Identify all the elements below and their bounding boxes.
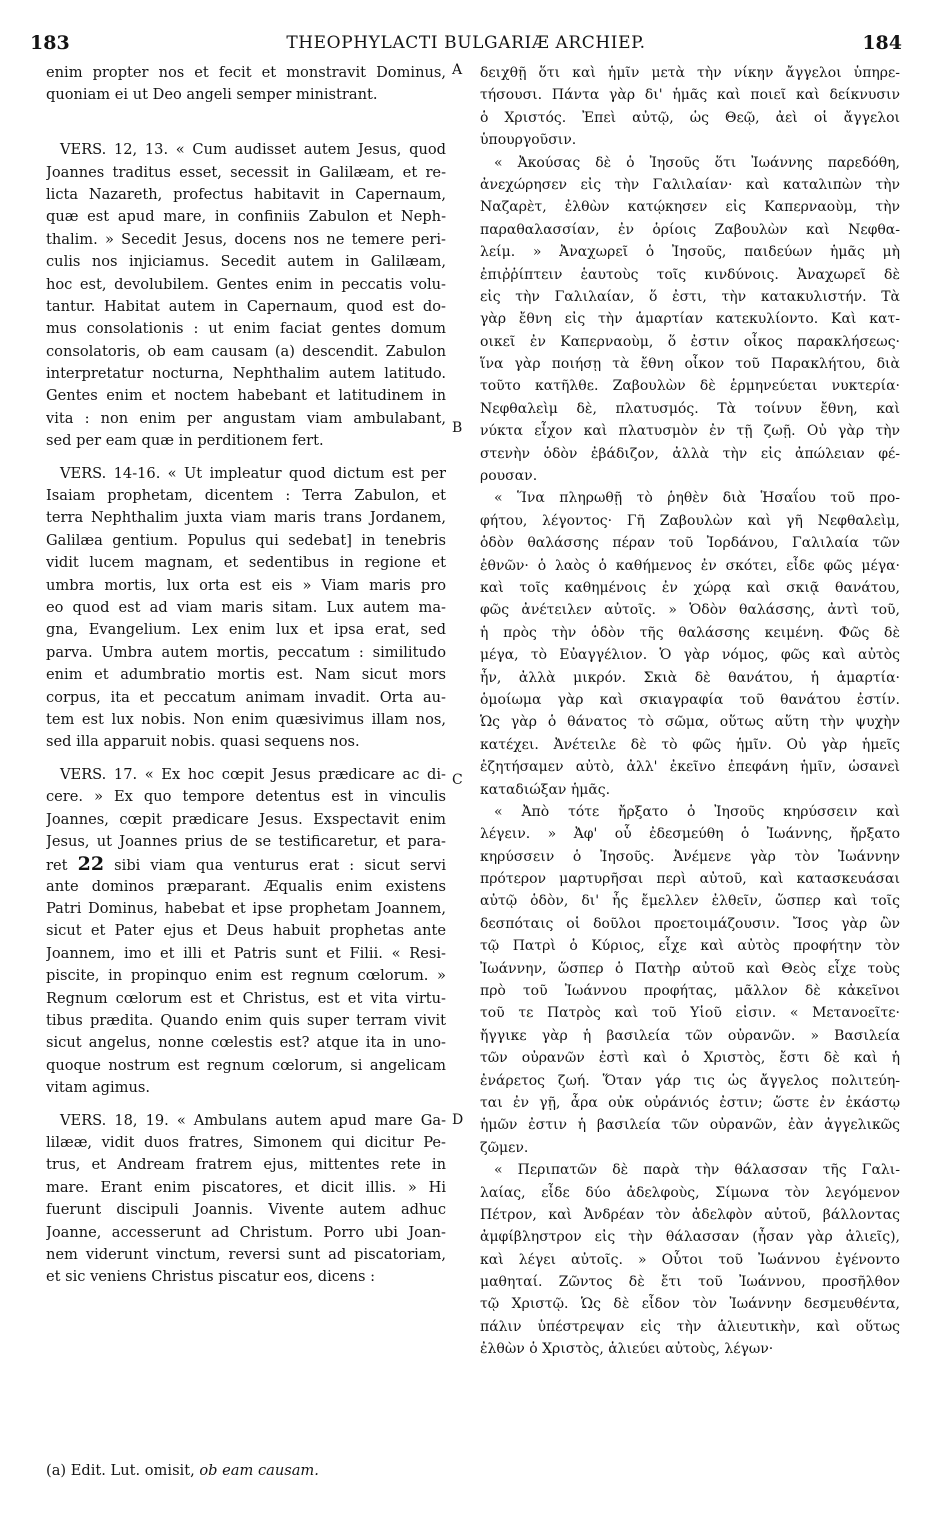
- text-line: « Ἀπὸ τότε ἤρξατο ὁ Ἰησοῦς κηρύσσειν καὶ: [494, 803, 900, 820]
- text-line: interpretatur nocturna, Nephthalim autem latitudo.: [46, 365, 446, 383]
- text-line: ante dominos præparant. Æqualis enim existens: [46, 877, 446, 895]
- text-line: et sic veniens Christus piscatur eos, dicens :: [46, 1268, 376, 1286]
- greek-paragraph-4: [480, 801, 900, 1159]
- text-line: VERS. 14-16. « Ut impleatur quod dictum est per: [60, 464, 446, 482]
- text-line: sed illa apparuit nobis. quasi sequens nos.: [46, 733, 360, 751]
- page-number-left: 183: [30, 32, 70, 54]
- text-line: eo quod est ad viam maris sitam. Lux autem ma-: [46, 598, 446, 616]
- text-line: ἤγγικε γὰρ ἡ βασιλεία τῶν οὐρανῶν. » Βασιλεία: [480, 1027, 900, 1044]
- greek-paragraph-5: [480, 1159, 900, 1361]
- text-line: Jesus, ut Joannes prius de se testificaretur, et para-: [46, 832, 446, 850]
- text-line: ἀμφίβληστρον εἰς τὴν θάλασσαν (ἦσαν γὰρ ἁλιεῖς),: [480, 1229, 900, 1246]
- text-line: ἐθνῶν· ὁ λαὸς ὁ καθήμενος ἐν σκότει, εἶδε φῶς μέγα·: [480, 557, 900, 574]
- greek-column: [480, 62, 900, 1361]
- greek-paragraph-3: [480, 487, 900, 800]
- text-line: ἵνα γὰρ ποιήσῃ τὰ ἔθνη οἶκον τοῦ Παρακλήτου, διὰ: [480, 356, 900, 373]
- text-line: καὶ τοῖς καθημένοις ἐν χώρᾳ καὶ σκιᾷ θανάτου,: [480, 579, 900, 596]
- text-line: mare. Erant enim piscatores, et dicit illis. » Hi: [46, 1178, 446, 1196]
- text-line: παραθαλασσίαν, ἐν ὁρίοις Ζαβουλὼν καὶ Νεφθα-: [480, 221, 900, 238]
- text-line: tibus prædita. Quando enim quis super terram vivit: [46, 1012, 446, 1030]
- text-line: Gentes enim et noctem habebant et latitudinem in: [46, 387, 446, 405]
- text-line: κηρύσσειν ὁ Ἰησοῦς. Ἀνέμενε γὰρ τὸν Ἰωάννην: [480, 848, 900, 865]
- text-line: VERS. 12, 13. « Cum audisset autem Jesus, quod: [60, 141, 446, 159]
- section-marker-d: D: [452, 1112, 464, 1128]
- section-marker-a: A: [452, 62, 463, 78]
- page-number-right: 184: [862, 32, 902, 54]
- latin-paragraph-vers-17: [46, 764, 446, 1100]
- text-line: quoniam ei ut Deo angeli semper ministrant.: [46, 86, 378, 104]
- text-line: ἐπιῤῥίπτειν ἑαυτοὺς τοῖς κινδύνοις. Ἀναχωρεῖ δὲ: [480, 266, 900, 283]
- text-line: ὁμοίωμα γὰρ καὶ σκιαγραφία τοῦ θανάτου ἐστίν.: [480, 691, 900, 708]
- text-line: lilææ, vidit duos fratres, Simonem qui dicitur Pe-: [46, 1133, 446, 1151]
- text-line: μαθηταί. Ζῶντος δὲ ἔτι τοῦ Ἰωάννου, προσῆλθον: [480, 1274, 900, 1291]
- text-line: τῶν οὐρανῶν ἐστὶ καὶ ὁ Χριστὸς, ἔστι δὲ καὶ ἡ: [480, 1050, 900, 1067]
- text-line: καταδιώξαν ἡμᾶς.: [480, 781, 611, 798]
- latin-paragraph-vers-14-16: [46, 463, 446, 754]
- text-line: Joannes traditus esset, secessit in Galilæam, et re-: [46, 163, 446, 181]
- text-line: πάλιν ὑπέστρεψαν εἰς τὴν ἁλιευτικὴν, καὶ οὕτως: [480, 1318, 900, 1335]
- text-line: στενὴν ὁδὸν ἐβάδιζον, ἀλλὰ τὴν εἰς ἀπώλειαν φέ-: [480, 445, 900, 462]
- text-line: τοῦτο κατῆλθε. Ζαβουλὼν δὲ ἑρμηνεύεται νυκτερία·: [480, 378, 900, 395]
- text-line: tem est lux nobis. Non enim quæsivimus illam nos,: [46, 710, 446, 728]
- text-line: γὰρ ἔθνη εἰς τὴν ἁμαρτίαν κατεκυλίοντο. Καὶ κατ-: [480, 311, 900, 328]
- text-line: VERS. 17. « Ex hoc cœpit Jesus prædicare ac di-: [60, 765, 446, 783]
- text-line: consolatoris, ob eam causam (a) descendit. Zabulon: [46, 342, 446, 360]
- text-line: ται ἐν γῇ, ἆρα οὐκ οὐράνιός ἐστιν; ὥστε ἐν ἑκάστῳ: [480, 1094, 900, 1111]
- text-line: nem viderunt vinctum, reversi sunt ad piscatoriam,: [46, 1245, 446, 1263]
- text-line: ρουσαν.: [480, 468, 538, 485]
- text-line: τήσουσι. Πάντα γὰρ δι' ἡμᾶς καὶ ποιεῖ καὶ δείκνυσιν: [480, 87, 900, 104]
- line-rest: sibi viam qua venturus erat : sicut servi: [114, 857, 446, 875]
- text-line: enim propter nos et fecit et monstravit Dominus,: [46, 64, 446, 81]
- text-line: λέγειν. » Ἀφ' οὗ ἐδεσμεύθη ὁ Ἰωάννης, ἤρξατο: [480, 826, 900, 843]
- text-line: τῷ Πατρὶ ὁ Κύριος, εἶχε καὶ αὐτὸς προφήτην τὸν: [480, 938, 900, 955]
- text-line: sed per eam quæ in perditionem fert.: [46, 432, 324, 450]
- text-line: ἡ πρὸς τὴν ὁδὸν τῆς θαλάσσης κειμένη. Φῶς δὲ: [480, 624, 900, 641]
- footnote-italic-text: ob eam causam.: [199, 1462, 319, 1479]
- text-line: Ναζαρὲτ, ἐλθὼν κατῴκησεν εἰς Καπερναοὺμ, τὴν: [480, 199, 900, 216]
- text-line: sicut et Pater ejus et Deus habuit prophetas ante: [46, 922, 446, 940]
- text-line: VERS. 18, 19. « Ambulans autem apud mare Ga-: [60, 1111, 446, 1129]
- text-line: Joannem, imo et illi et Patris sunt et Filii. « Resi-: [46, 944, 446, 962]
- text-line: Regnum cœlorum est et Christus, est et vita virtu-: [46, 989, 446, 1007]
- text-line: οικεῖ ἐν Καπερναοὺμ, ὅ ἐστιν οἶκος παρακλήσεως·: [480, 333, 900, 350]
- text-line: umbra mortis, lux orta est eis » Viam maris pro: [46, 576, 446, 594]
- text-line: quoque nostrum est regnum cœlorum, si angelicam: [46, 1056, 446, 1074]
- text-line: Ἰωάννην, ὥσπερ ὁ Πατὴρ αὐτοῦ καὶ Θεὸς εἶχε τοὺς: [480, 960, 900, 977]
- text-line: Πέτρον, καὶ Ἀνδρέαν τὸν ἀδελφὸν αὐτοῦ, βάλλοντας: [480, 1206, 900, 1223]
- text-line: πρότερον μαρτυρῆσαι περὶ αὐτοῦ, καὶ κατασκευάσαι: [480, 871, 900, 888]
- text-line: fuerunt discipuli Joannis. Vivente autem adhuc: [46, 1201, 446, 1219]
- text-line: quæ est apud mare, in confiniis Zabulon et Neph-: [46, 208, 446, 226]
- text-line: εἰς τὴν Γαλιλαίαν, ὅ ἐστι, τὴν κατακυλιστήν. Τὰ: [480, 288, 900, 305]
- text-line: ζῶμεν.: [480, 1139, 529, 1156]
- text-line: parva. Umbra autem mortis, peccatum : similitudo: [46, 643, 446, 661]
- text-line: « Ἵνα πληρωθῇ τὸ ῥηθὲν διὰ Ἡσαΐου τοῦ προ-: [494, 490, 900, 507]
- column-number: 22: [77, 853, 105, 876]
- footnote-mark: (a): [46, 1462, 67, 1479]
- text-line: αὐτῷ ὁδὸν, δι' ἧς ἔμελλεν ἐλθεῖν, ὥσπερ καὶ τοῖς: [480, 893, 900, 910]
- text-line: ἡμῶν ἐστιν ἡ βασιλεία τῶν οὐρανῶν, ἐὰν ἀγγελικῶς: [480, 1117, 900, 1134]
- text-line: ὁδὸν θαλάσσης πέραν τοῦ Ἰορδάνου, Γαλιλαία τῶν: [480, 535, 900, 552]
- text-line: λαίας, εἶδε δύο ἀδελφοὺς, Σίμωνα τὸν λεγόμενον: [480, 1184, 900, 1201]
- text-line: Νεφθαλεὶμ δὲ, πλατυσμός. Τὰ τοίνυν ἔθνη, καὶ: [480, 400, 900, 417]
- text-line: Isaiam prophetam, dicentem : Terra Zabulon, et: [46, 487, 446, 505]
- text-line: trus, et Andream fratrem ejus, mittentes rete in: [46, 1156, 446, 1174]
- text-line: thalim. » Secedit Jesus, docens nos ne temere peri-: [46, 230, 446, 248]
- text-line: licta Nazareth, profectus habitavit in Capernaum,: [46, 185, 446, 203]
- text-line: πρὸ τοῦ Ἰωάννου προφήτας, μᾶλλον δὲ κἀκεῖνοι: [480, 983, 900, 1000]
- text-line: νύκτα εἶχον καὶ πλατυσμὸν ἐν τῇ ζωῇ. Οὐ γὰρ τὴν: [480, 423, 900, 440]
- text-line: terra Nephthalim juxta viam maris trans Jordanem,: [46, 509, 446, 527]
- page-header: [30, 32, 902, 58]
- text-line: gna, Evangelium. Lex enim lux et ipsa erat, sed: [46, 621, 446, 639]
- text-line: καὶ λέγει αὐτοῖς. » Οὗτοι τοῦ Ἰωάννου ἐγένοντο: [480, 1251, 900, 1268]
- text-line: « Περιπατῶν δὲ παρὰ τὴν θάλασσαν τῆς Γαλι-: [494, 1162, 900, 1179]
- text-line: mus consolationis : ut enim faciat gentes domum: [46, 320, 446, 338]
- text-line: ὑπουργοῦσιν.: [480, 132, 577, 149]
- text-line: sicut angelus, nonne cœlestis est? atque ita in uno-: [46, 1034, 446, 1052]
- text-line: enim et adumbratio mortis est. Nam sicut mors: [46, 666, 446, 684]
- text-line: κατέχει. Ἀνέτειλε δὲ τὸ φῶς ἡμῖν. Οὐ γὰρ ἡμεῖς: [480, 736, 900, 753]
- text-line: « Ἀκούσας δὲ ὁ Ἰησοῦς ὅτι Ἰωάννης παρεδόθη,: [494, 154, 900, 171]
- text-line: vita : non enim per angustam viam ambulabant,: [46, 409, 446, 427]
- running-head: THEOPHYLACTI BULGARIÆ ARCHIEP.: [286, 33, 646, 53]
- greek-paragraph-2: [480, 152, 900, 488]
- text-line: ἦν, ἀλλὰ μικρόν. Σκιὰ δὲ θανάτου, ἡ ἁμαρτία·: [480, 669, 900, 686]
- text-line: ἐνάρετος ζωή. Ὅταν γάρ τις ὡς ἄγγελος πολιτεύη-: [480, 1072, 900, 1089]
- section-marker-c: C: [452, 772, 463, 788]
- text-line: [46, 853, 446, 875]
- text-line: φήτου, λέγοντος· Γῆ Ζαβουλὼν καὶ γῆ Νεφθαλεὶμ,: [480, 512, 900, 529]
- line-start: ret: [46, 857, 68, 875]
- greek-paragraph-1: [480, 62, 900, 152]
- text-line: ὁ Χριστός. Ἐπεὶ αὐτῷ, ὡς Θεῷ, ἀεὶ οἱ ἄγγελοι: [480, 109, 900, 126]
- latin-paragraph-1: [46, 62, 446, 107]
- text-line: piscite, in propinquo enim est regnum cœlorum. »: [46, 967, 446, 985]
- text-line: vidit lucem magnam, et sedentibus in regione et: [46, 554, 446, 572]
- text-line: culis nos injiciamus. Secedit autem in Galilæam,: [46, 253, 446, 271]
- text-line: ἐλθὼν ὁ Χριστὸς, ἁλιεύει αὐτοὺς, λέγων·: [480, 1341, 774, 1358]
- latin-paragraph-vers-18-19: [46, 1110, 446, 1289]
- latin-paragraph-vers-12-13: [46, 139, 446, 452]
- text-line: λείμ. » Ἀναχωρεῖ ὁ Ἰησοῦς, παιδεύων ἡμᾶς μὴ: [480, 244, 900, 261]
- section-marker-b: B: [452, 420, 463, 436]
- text-line: Joannes, cœpit prædicare Jesus. Exspectavit enim: [46, 810, 446, 828]
- latin-column: [46, 62, 446, 1289]
- text-line: ἐζητήσαμεν αὐτὸ, ἀλλ' ἐκεῖνο ἐπεφάνη ἡμῖν, ὡσανεὶ: [480, 759, 900, 776]
- text-line: Joanne, accesserunt ad Christum. Porro ubi Joan-: [46, 1223, 446, 1241]
- text-line: τῷ Χριστῷ. Ὡς δὲ εἶδον τὸν Ἰωάννην δεσμευθέντα,: [480, 1296, 900, 1313]
- text-line: hoc est, devolubilem. Gentes enim in peccatis volu-: [46, 275, 446, 293]
- text-line: tantur. Habitat autem in Capernaum, quod est do-: [46, 297, 446, 315]
- text-line: μέγα, τὸ Εὐαγγέλιον. Ὁ γὰρ νόμος, φῶς καὶ αὐτὸς: [480, 647, 900, 664]
- text-line: Ὡς γὰρ ὁ θάνατος τὸ σῶμα, οὕτως αὕτη τὴν ψυχὴν: [480, 714, 900, 731]
- text-line: Patri Dominus, habebat et ipse prophetam Joannem,: [46, 900, 446, 918]
- text-line: vitam agimus.: [46, 1079, 151, 1097]
- text-line: δεσπόταις οἱ δοῦλοι προετοιμάζουσιν. Ἴσος γὰρ ὢν: [480, 915, 900, 932]
- text-line: cere. » Ex quo tempore detentus est in vinculis: [46, 788, 446, 806]
- text-line: corpus, ita et peccatum animam invadit. Orta au-: [46, 688, 446, 706]
- text-line: δειχθῇ ὅτι καὶ ἡμῖν μετὰ τὴν νίκην ἄγγελοι ὑπηρε-: [480, 65, 900, 81]
- text-line: φῶς ἀνέτειλεν αὐτοῖς. » Ὁδὸν θαλάσσης, ἀντὶ τοῦ,: [480, 602, 900, 619]
- text-line: τοῦ τε Πατρὸς καὶ τοῦ Υἱοῦ εἰσιν. « Μετανοεῖτε·: [480, 1005, 900, 1022]
- footnote: [46, 1460, 446, 1482]
- text-line: Galilæa gentium. Populus qui sedebat] in tenebris: [46, 531, 446, 549]
- footnote-text: Edit. Lut. omisit,: [70, 1462, 195, 1479]
- text-line: ἀνεχώρησεν εἰς τὴν Γαλιλαίαν· καὶ καταλιπὼν τὴν: [480, 176, 900, 193]
